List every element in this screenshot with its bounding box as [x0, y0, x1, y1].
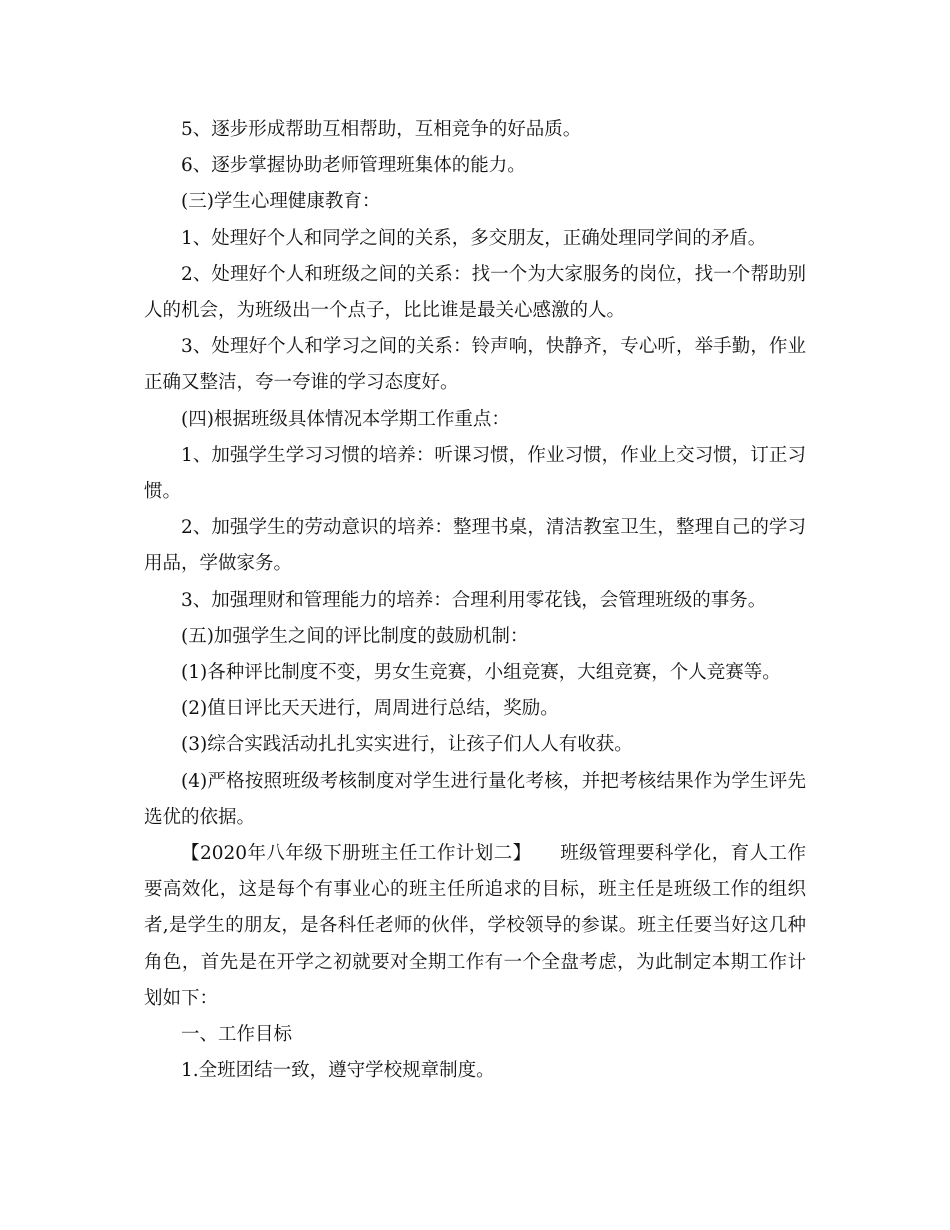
- section-heading-focus: (四)根据班级具体情况本学期工作重点：: [181, 408, 510, 430]
- section-heading-mental-health: (三)学生心理健康教育：: [181, 191, 381, 213]
- paragraph-item-6: 6、逐步掌握协助老师管理班集体的能力。: [181, 155, 526, 177]
- paragraph-plan-two-intro: 【2020年八年级下册班主任工作计划二】 班级管理要科学化，育人工作要高效化，这是每个有事业心的班主任所追求的目标，班主任是班级工作的组织者,是学生的朋友，是各科任老师的伙伴，学校领导的参谋。班主任要当好这几种角色，首先是在开学之初就要对全期工作有一个全盘考虑，为此制定本期工作计划如下：: [144, 843, 806, 1009]
- section-heading-goals: 一、工作目标: [181, 1024, 293, 1046]
- document-body: [144, 112, 806, 1089]
- paragraph-item-5: 5、逐步形成帮助互相帮助，互相竞争的好品质。: [181, 119, 582, 140]
- paragraph-mental-1: 1、处理好个人和同学之间的关系，多交朋友，正确处理同学间的矛盾。: [181, 227, 767, 249]
- paragraph-focus-1: 1、加强学生学习习惯的培养：听课习惯，作业习惯，作业上交习惯，订正习惯。: [144, 444, 806, 503]
- paragraph-eval-1: (1)各种评比制度不变，男女生竞赛，小组竞赛，大组竞赛，个人竞赛等。: [181, 662, 781, 684]
- paragraph-goal-1: 1.全班团结一致，遵守学校规章制度。: [181, 1060, 495, 1082]
- paragraph-mental-2: 2、处理好个人和班级之间的关系：找一个为大家服务的岗位，找一个帮助别人的机会，为班级出一个点子，比比谁是最关心感激的人。: [144, 263, 806, 322]
- paragraph-eval-4: (4)严格按照班级考核制度对学生进行量化考核，并把考核结果作为学生评先选优的依据。: [144, 770, 806, 828]
- paragraph-focus-2: 2、加强学生的劳动意识的培养：整理书桌，清洁教室卫生，整理自己的学习用品，学做家务。: [144, 517, 806, 575]
- paragraph-mental-3: 3、处理好个人和学习之间的关系：铃声响，快静齐，专心听，举手勤，作业正确又整洁，夸一夸谁的学习态度好。: [144, 336, 806, 394]
- section-heading-evaluation: (五)加强学生之间的评比制度的鼓励机制：: [181, 625, 529, 647]
- paragraph-focus-3: 3、加强理财和管理能力的培养：合理利用零花钱，会管理班级的事务。: [181, 589, 767, 611]
- paragraph-eval-3: (3)综合实践活动扎扎实实进行，让孩子们人人有收获。: [181, 734, 633, 756]
- paragraph-eval-2: (2)值日评比天天进行，周周进行总结，奖励。: [181, 698, 559, 720]
